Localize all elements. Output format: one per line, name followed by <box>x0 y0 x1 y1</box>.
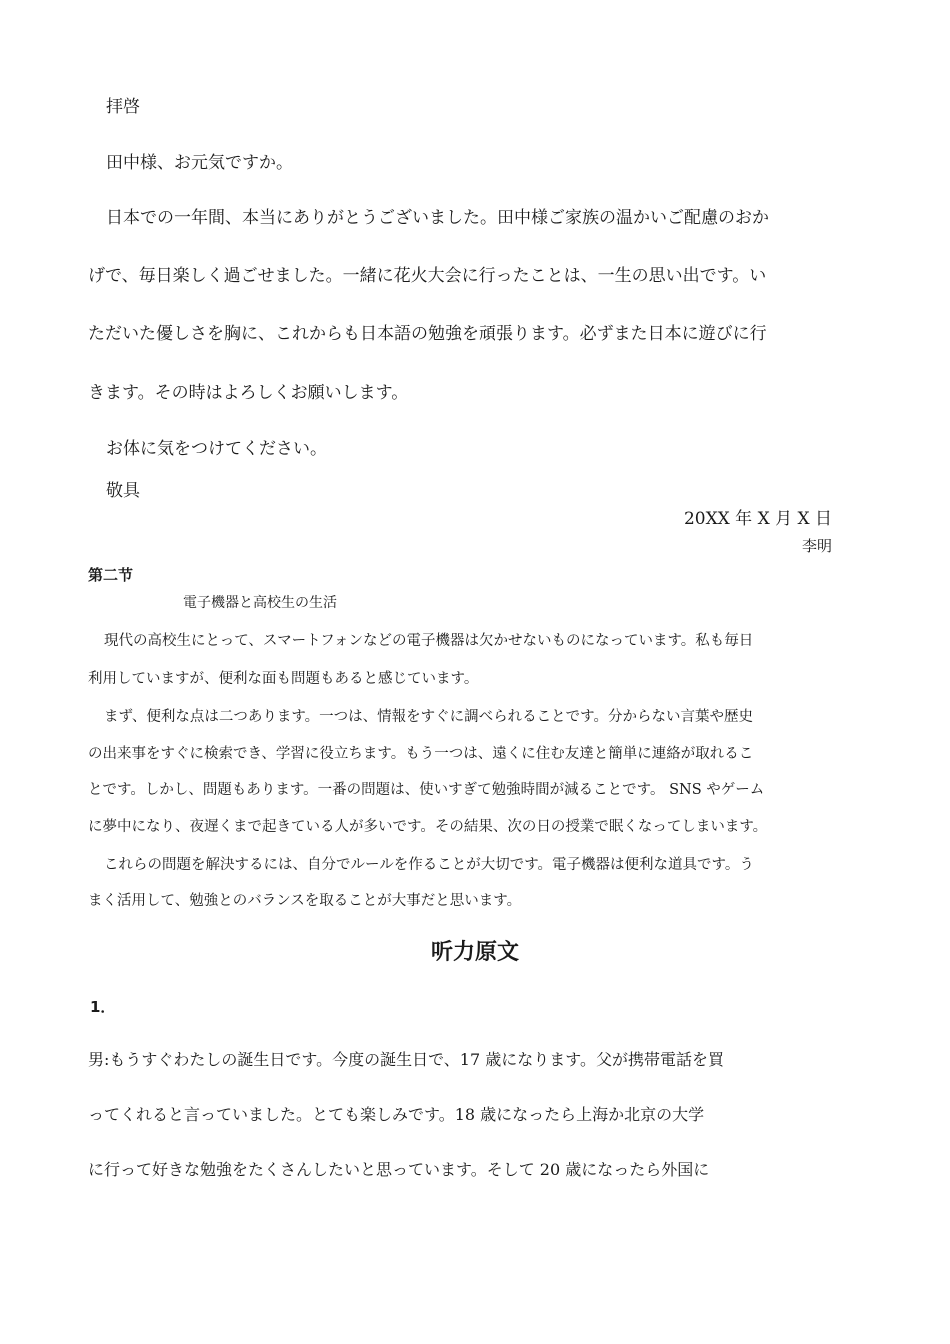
section-heading: 第二节 <box>88 566 134 584</box>
letter-body-line: ただいた優しさを胸に、これからも日本語の勉強を頑張ります。必ずまた日本に遊びに行 <box>88 324 767 344</box>
essay-line: まず、便利な点は二つあります。一つは、情報をすぐに調べられることです。分からない言葉や歴史 <box>104 709 754 725</box>
listening-line: ってくれると言っていました。とても楽しみです。18 歳になったら上海か北京の大学 <box>88 1105 705 1124</box>
essay-line: の出来事をすぐに検索でき、学習に役立ちます。もう一つは、遠くに住む友達と簡単に連絡が取れるこ <box>88 746 754 762</box>
question-number: 1． <box>90 998 116 1016</box>
listening-title: 听力原文 <box>430 940 519 965</box>
essay-title: 電子機器と高校生の生活 <box>183 595 337 611</box>
essay-line: まく活用して、勉強とのバランスを取ることが大事だと思います。 <box>88 893 522 909</box>
listening-line: 男:もうすぐわたしの誕生日です。今度の誕生日で、17 歳になります。父が携帯電話を買 <box>88 1050 724 1069</box>
letter-body-line: げで、毎日楽しく過ごせました。一緒に花火大会に行ったことは、一生の思い出です。い <box>88 266 767 286</box>
letter-greeting: 田中様、お元気ですか。 <box>106 153 293 173</box>
letter-care-line: お体に気をつけてください。 <box>106 439 327 459</box>
essay-line: これらの問題を解決するには、自分でルールを作ることが大切です。電子機器は便利な道具です。う <box>104 857 754 873</box>
letter-body-line: きます。その時はよろしくお願いします。 <box>88 383 409 403</box>
letter-body-line: 日本での一年間、本当にありがとうございました。田中様ご家族の温かいご配慮のおか <box>106 208 769 228</box>
essay-line: 現代の高校生にとって、スマートフォンなどの電子機器は欠かせないものになっています。私も毎日 <box>104 633 754 649</box>
essay-line: に夢中になり、夜遅くまで起きている人が多いです。その結果、次の日の授業で眠くなってしまいます。 <box>88 819 768 835</box>
letter-closing: 敬具 <box>106 481 140 501</box>
essay-line: 利用していますが、便利な面も問題もあると感じています。 <box>88 671 479 687</box>
letter-signature: 李明 <box>801 537 832 555</box>
essay-line: とです。しかし、問題もあります。一番の問題は、使いすぎて勉強時間が減ることです。 SNS やゲーム <box>88 782 765 798</box>
listening-line: に行って好きな勉強をたくさんしたいと思っています。そして 20 歳になったら外国に <box>88 1160 710 1179</box>
letter-date: 20XX 年 X 月 X 日 <box>683 509 832 529</box>
letter-opening: 拝啓 <box>106 97 140 117</box>
